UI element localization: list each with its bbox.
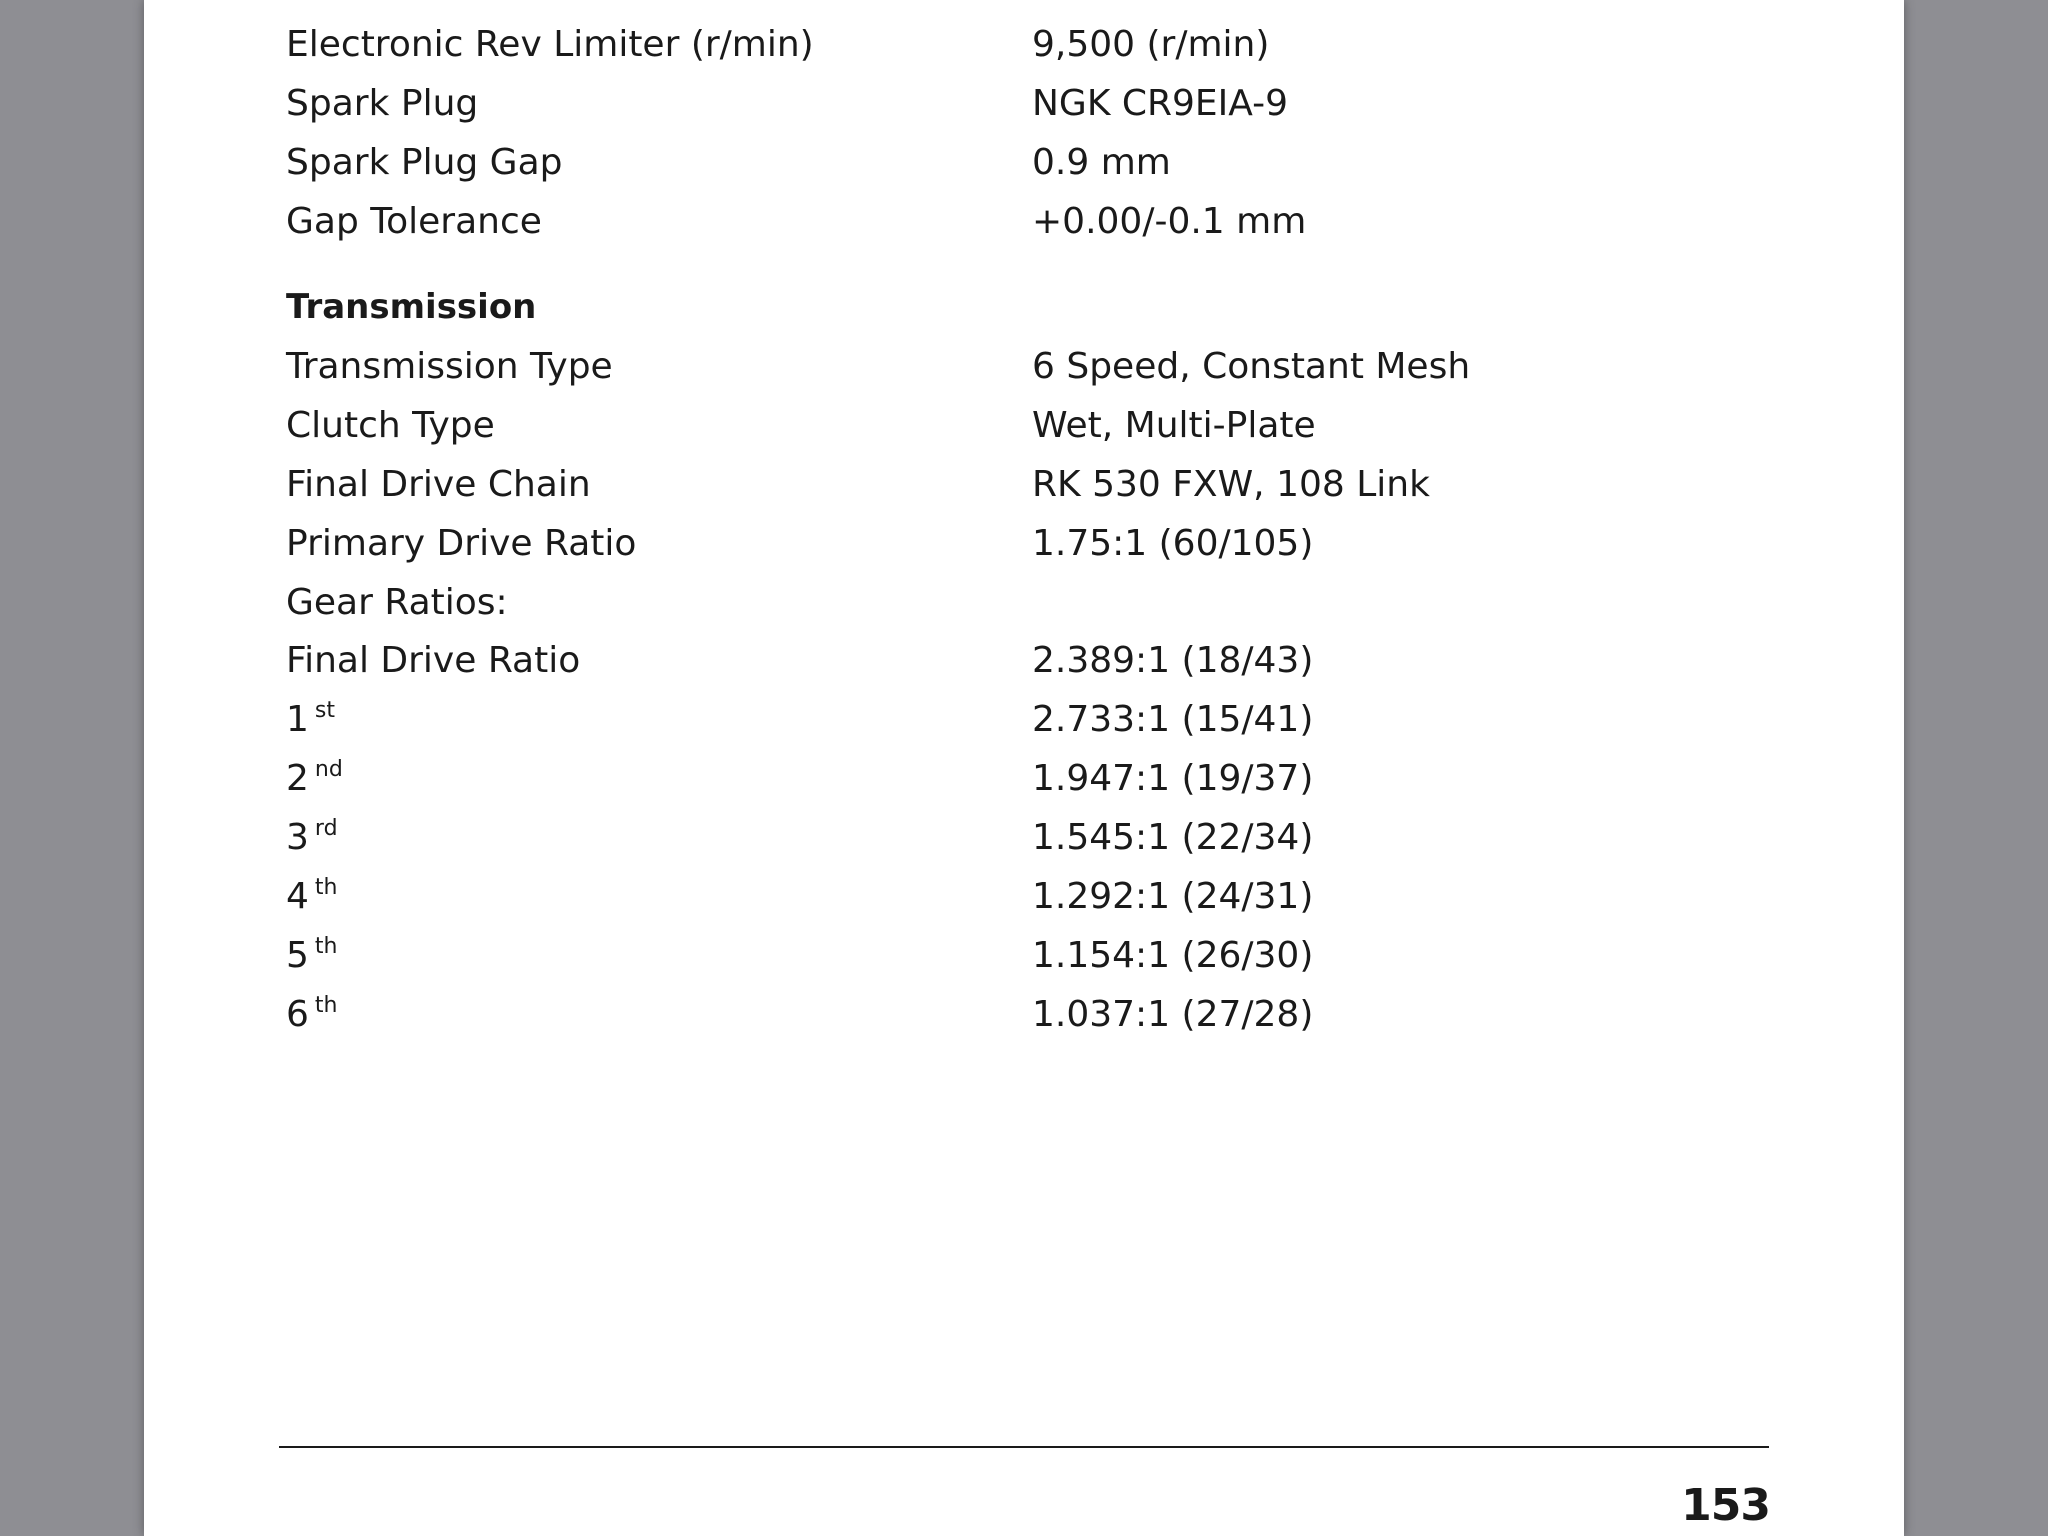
gear-ratio: 1.292:1 (24/31) — [1032, 876, 1314, 917]
spec-label: Spark Plug Gap — [286, 142, 563, 183]
document-page[interactable] — [144, 0, 1904, 1536]
spec-value: +0.00/-0.1 mm — [1032, 201, 1307, 242]
spec-row — [286, 573, 1686, 632]
gear-suffix: th — [314, 993, 338, 1018]
spec-value: RK 530 FXW, 108 Link — [1032, 464, 1430, 505]
section-heading-transmission: Transmission — [286, 287, 537, 327]
gear-label — [286, 867, 337, 926]
spec-value: 9,500 (r/min) — [1032, 24, 1270, 65]
gear-suffix: th — [314, 934, 338, 959]
page-number: 153 — [1681, 1480, 1770, 1531]
gear-ratio: 1.037:1 (27/28) — [1032, 994, 1314, 1035]
gear-label — [286, 690, 335, 749]
spec-label: Transmission Type — [286, 346, 613, 387]
gear-number: 2 — [286, 758, 309, 799]
spec-label: Primary Drive Ratio — [286, 523, 637, 564]
spec-row — [286, 455, 1686, 514]
footer-divider — [279, 1446, 1769, 1448]
spec-label: Electronic Rev Limiter (r/min) — [286, 24, 814, 65]
gear-number: 3 — [286, 817, 309, 858]
gear-suffix: nd — [314, 757, 343, 782]
gear-label — [286, 926, 337, 985]
gear-number: 4 — [286, 876, 309, 917]
spec-value: 2.389:1 (18/43) — [1032, 640, 1314, 681]
spec-label: Final Drive Chain — [286, 464, 591, 505]
spec-value: 1.75:1 (60/105) — [1032, 523, 1314, 564]
spec-row — [286, 514, 1686, 573]
spec-row — [286, 15, 1686, 74]
gear-row — [286, 808, 1686, 867]
gear-suffix: th — [314, 875, 338, 900]
gear-ratio: 1.545:1 (22/34) — [1032, 817, 1314, 858]
spec-row — [286, 133, 1686, 192]
spec-value: 6 Speed, Constant Mesh — [1032, 346, 1471, 387]
spec-label: Clutch Type — [286, 405, 495, 446]
gear-number: 5 — [286, 935, 309, 976]
spec-value: Wet, Multi-Plate — [1032, 405, 1316, 446]
gear-row — [286, 926, 1686, 985]
gear-label — [286, 808, 338, 867]
spec-row — [286, 631, 1686, 690]
gear-suffix: st — [314, 698, 335, 723]
spec-label: Final Drive Ratio — [286, 640, 581, 681]
spec-value: 0.9 mm — [1032, 142, 1171, 183]
spec-value: NGK CR9EIA-9 — [1032, 83, 1289, 124]
spec-label: Gap Tolerance — [286, 201, 542, 242]
spec-label: Spark Plug — [286, 83, 479, 124]
gear-ratio: 2.733:1 (15/41) — [1032, 699, 1314, 740]
gear-number: 1 — [286, 699, 309, 740]
gear-label — [286, 749, 343, 808]
gear-row — [286, 749, 1686, 808]
spec-row — [286, 192, 1686, 251]
gear-number: 6 — [286, 994, 309, 1035]
gear-ratio: 1.154:1 (26/30) — [1032, 935, 1314, 976]
spec-label: Gear Ratios: — [286, 582, 508, 623]
spec-row — [286, 396, 1686, 455]
gear-label — [286, 985, 337, 1044]
gear-ratio: 1.947:1 (19/37) — [1032, 758, 1314, 799]
gear-suffix: rd — [314, 816, 338, 841]
gear-row — [286, 690, 1686, 749]
spec-row — [286, 337, 1686, 396]
spec-row — [286, 74, 1686, 133]
gear-row — [286, 985, 1686, 1044]
gear-row — [286, 867, 1686, 926]
